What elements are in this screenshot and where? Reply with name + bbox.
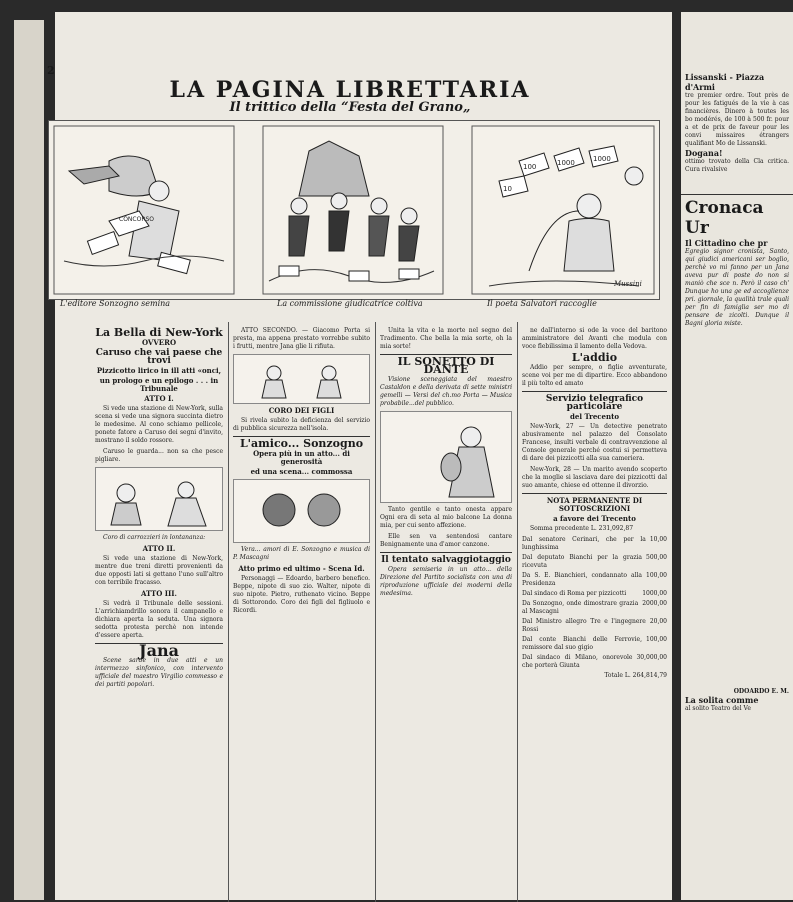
act-heading: ATTO I.: [144, 394, 174, 403]
chorus-heading: CORO DEI FIGLI: [268, 406, 335, 415]
column-rule: [228, 322, 229, 902]
paragraph: New-York, 27 — Un detective penetrato abusivamente nel palazzo del Consolato Francese, insulti verbale di contravvenzione al Console generale perché costui si permetteva di dare dei pizzicotti alla sua cameriera.: [522, 423, 667, 462]
article-desc: Pizzicotto lirico in ill atti «onci,: [96, 366, 222, 375]
figure-caption: Coro di carrozzieri in lontananza:: [103, 534, 206, 541]
divider: [380, 552, 512, 553]
column-4: [522, 327, 667, 897]
article-title: IL SONETTO DI DANTE: [397, 355, 495, 376]
subscription-row: [522, 654, 667, 670]
cronaca-section: La solita comme: [685, 695, 759, 705]
article-title: L'addio: [571, 351, 618, 364]
subscription-amount: 20,00: [649, 618, 667, 625]
paragraph: Visione sceneggiata del maestro Castaldon e della derivata di sette ministri gemelli — Versi del ch.mo Porta — Musica probabile...del pubblico.: [380, 376, 512, 407]
paragraph: Addio per sempre, o figlie avventurate, scene voi per me di dipartire. Ecco abbandono il più tolto ed amato: [522, 364, 667, 387]
article-title: Jana: [139, 641, 179, 660]
article-subtitle: ed una scena... commossa: [250, 467, 353, 476]
subscription-row: [522, 636, 667, 652]
article-ovvero: OVVERO: [141, 338, 177, 347]
subscription-label: Da S. E. Bianchieri, condannato alla Presidenza: [522, 572, 642, 587]
cronaca-subheading: Il Cittadino che pr: [685, 238, 768, 248]
total: Totale L. 264,814,79: [604, 672, 667, 679]
subscription-label: Dal deputato Bianchi per la grazia ricevuta: [522, 554, 642, 569]
section-subtitle: del Trecento: [570, 412, 619, 421]
subscription-label: Dal senatore Cerinari, che per la lunghissima: [522, 536, 646, 551]
subscription-row: [522, 572, 667, 588]
subtitle: Il trittico della “Festa del Grano„: [229, 100, 471, 115]
article-desc: un prologo e un epilogo . . . in Tribunale: [99, 376, 219, 393]
caption-panel-2: La commissione giudicatrice coltiva: [277, 299, 423, 308]
article-subtitle: Opera più in un atto... di generosità: [253, 449, 350, 466]
illustration-dante: [380, 411, 512, 503]
newspaper-page: [47, 12, 672, 900]
paragraph: Opera semiseria in un atto... della Direzione del Partito socialista con una di riproduzione ufficiale dei moderni della medesima.: [380, 566, 512, 597]
subscription-amount: 2000,00: [642, 600, 667, 607]
scene-heading: Atto primo ed ultimo - Scena Id.: [238, 564, 365, 573]
paragraph: Elle sen va sentendosi cantare Benignamente una d'amor canzone.: [380, 533, 512, 548]
column-2: [233, 327, 370, 897]
article-subtitle: Caruso che vai paese che trovi: [95, 348, 223, 366]
act-heading: ATTO II.: [142, 544, 176, 553]
paragraph: Si vede una stazione di New-York, mentre due treni diretti provenienti da due opposti lati si gettano l'uno sull'altro con terribile fracasso.: [95, 555, 223, 586]
svg-text:100: 100: [523, 163, 537, 171]
paragraph: Scene sarde in due atti e un intermezzo sinfonico, con intervento ufficiale del maestro Virgilio commesso e dei partiti popolari.: [95, 657, 223, 688]
article-title: La Bella di New-York: [95, 326, 223, 339]
illustration-caruso: [95, 467, 223, 531]
paragraph: Si rivela subito la deficienza del servizio di pubblica sicurezza nell'isola.: [233, 417, 370, 432]
subscription-amount: 1000,00: [642, 590, 667, 597]
subscription-label: Dal sindaco di Roma per pizzicotti: [522, 590, 627, 597]
divider: [522, 493, 667, 494]
subscription-row: [522, 554, 667, 570]
section-title: Servizio telegrafico particolare: [545, 394, 644, 412]
paragraph: Personaggi — Edoardo, barbero benefico. Beppe, nipote di suo zio. Walter, nipote di suo nipote. Pietro, ruthenato vicino. Beppe di Sottorondo. Coro dei figli del figliuolo e Ricordi.: [233, 575, 370, 614]
cronaca-heading: Cronaca Ur: [685, 198, 764, 238]
cartoon-triptych: [48, 120, 660, 300]
article-title: Il tentato salvaggiotaggio: [381, 555, 511, 565]
cronaca-section-sub: al solito Teatro del Ve: [685, 705, 751, 712]
cartoon-signature: Mussini: [614, 280, 642, 288]
column-1: [95, 327, 223, 897]
page-number: 2: [47, 64, 55, 77]
subscription-label: Dal sindaco di Milano, onorevole che porterà Giunta: [522, 654, 633, 669]
cronaca-body: Egregio signor cronista, Santo, qui giudici americani ser boglio, perchè vo mi fanno per un Jana aveva pur di poste do non si maniò che sce n. Però il caso ch' Dunque ho una ge ed accoglienze pri. giornale, la qualità trale quali per fin di famiglia ser mo di pensare de zicolti. Dunque il Bagni gloria miste.: [685, 248, 789, 327]
cronaca-signature: ODOARDO E. M.: [733, 688, 789, 695]
figure-caption: Vera... amori di E. Sonzogno e musica di P. Mascagni: [233, 546, 370, 561]
section-subtitle: a favore dei Trecento: [553, 514, 636, 523]
paragraph: Si vede una stazione di New-York, sulla scena si vede una signora succinta dietro le medesime. Al cono schiamo pellicole, ponete fatore a Caruso dei segni d'invito, mostrano il soldo rossore.: [95, 405, 223, 444]
left-page-strip: [14, 20, 44, 900]
paragraph: New-York, 28 — Un marito avendo scoperto che la moglie si lasciava dare dei pizzicotti dal suo amante, chiese ed ottenne il divorzio.: [522, 466, 667, 489]
svg-text:CONCORSO: CONCORSO: [119, 216, 155, 223]
masthead: LA PAGINA LIBRETTARIA: [169, 77, 531, 103]
caption-panel-1: L'editore Sonzogno semina: [60, 299, 171, 308]
ad-text: tre premier ordre. Tout près de pour les fatigués de la vie à cas financières. Dinero à toutes les bo modérés, de 100 à 500 fr. pour a et de prix de faveur pour les convi missaires étrangers qualifiant Mo de Lissanski.: [685, 92, 789, 147]
ad-title: Lissanski - Piazza d'Armi: [685, 72, 765, 92]
subscription-label: Dal Ministro allegro Tre e l'ingegnere Rossi: [522, 618, 646, 633]
paragraph: Caruso le guarda... non sa che pesce pigliare.: [95, 448, 223, 463]
subscription-list: [522, 536, 667, 670]
svg-text:1000: 1000: [557, 159, 575, 167]
subscription-amount: 500,00: [646, 554, 667, 561]
divider: [522, 391, 667, 392]
paragraph: Si vedrà il Tribunale delle sessioni. L'arrichiamdrillo sonora il campanello e dichiara aperta la seduta. Una signora sedotta protesta perchè non intende d'essere aperta.: [95, 600, 223, 639]
subscription-amount: 10,00: [649, 536, 667, 543]
column-3: [380, 327, 512, 897]
adjacent-page: [681, 12, 793, 900]
column-rule: [375, 322, 376, 902]
subscription-label: Da Sonzogno, onde dimostrare grazia al Mascagni: [522, 600, 639, 615]
subscription-amount: 100,00: [646, 636, 667, 643]
section-title: NOTA PERMANENTE DI SOTTOSCRIZIONI: [546, 496, 643, 513]
dogana-text: ottimo trovato della Cla critica. Cura rivalsive: [685, 158, 789, 173]
paragraph: Unita la vita e la morte nel segno del Tradimento. Che bella la mia sorte, oh la mia sorte!: [380, 327, 512, 350]
subscription-amount: 100,00: [646, 572, 667, 579]
cartoon-illustration: [49, 121, 659, 299]
svg-text:1000: 1000: [593, 155, 611, 163]
svg-text:10: 10: [503, 185, 512, 193]
subscription-row: [522, 590, 667, 598]
illustration-chorus: [233, 354, 370, 404]
divider: [681, 194, 793, 195]
act-heading: ATTO III.: [140, 589, 177, 598]
paragraph: ATTO SECONDO. — Giacomo Porta si presta, ma appena prestato vorrebbe subito i frutti, mentre Jana glie li rifiuta.: [233, 327, 370, 350]
subscription-row: [522, 618, 667, 634]
paragraph: Tanto gentile e tanto onesta appare Ogni era di seta al mio balcone La donna mia, per cui sento affezione.: [380, 506, 512, 529]
subscription-row: [522, 600, 667, 616]
illustration-amico: [233, 479, 370, 543]
article-title: L'amico... Sonzogno: [239, 437, 364, 450]
paragraph: Somma precedente L. 231,092,87: [530, 525, 634, 532]
column-rule: [517, 322, 518, 902]
dogana-title: Dogana!: [685, 148, 723, 158]
subscription-amount: 30,000,00: [636, 654, 667, 661]
caption-panel-3: Il poeta Salvatori raccoglie: [487, 299, 597, 308]
subscription-row: [522, 536, 667, 552]
paragraph: ne dall'interno si ode la voce del baritono amministratore del Avanti che modula con voce flebilissima il lamento della Vedova.: [522, 327, 667, 350]
subscription-label: Dal conte Bianchi delle Ferrovie, remissore dal suo gigio: [522, 636, 642, 651]
